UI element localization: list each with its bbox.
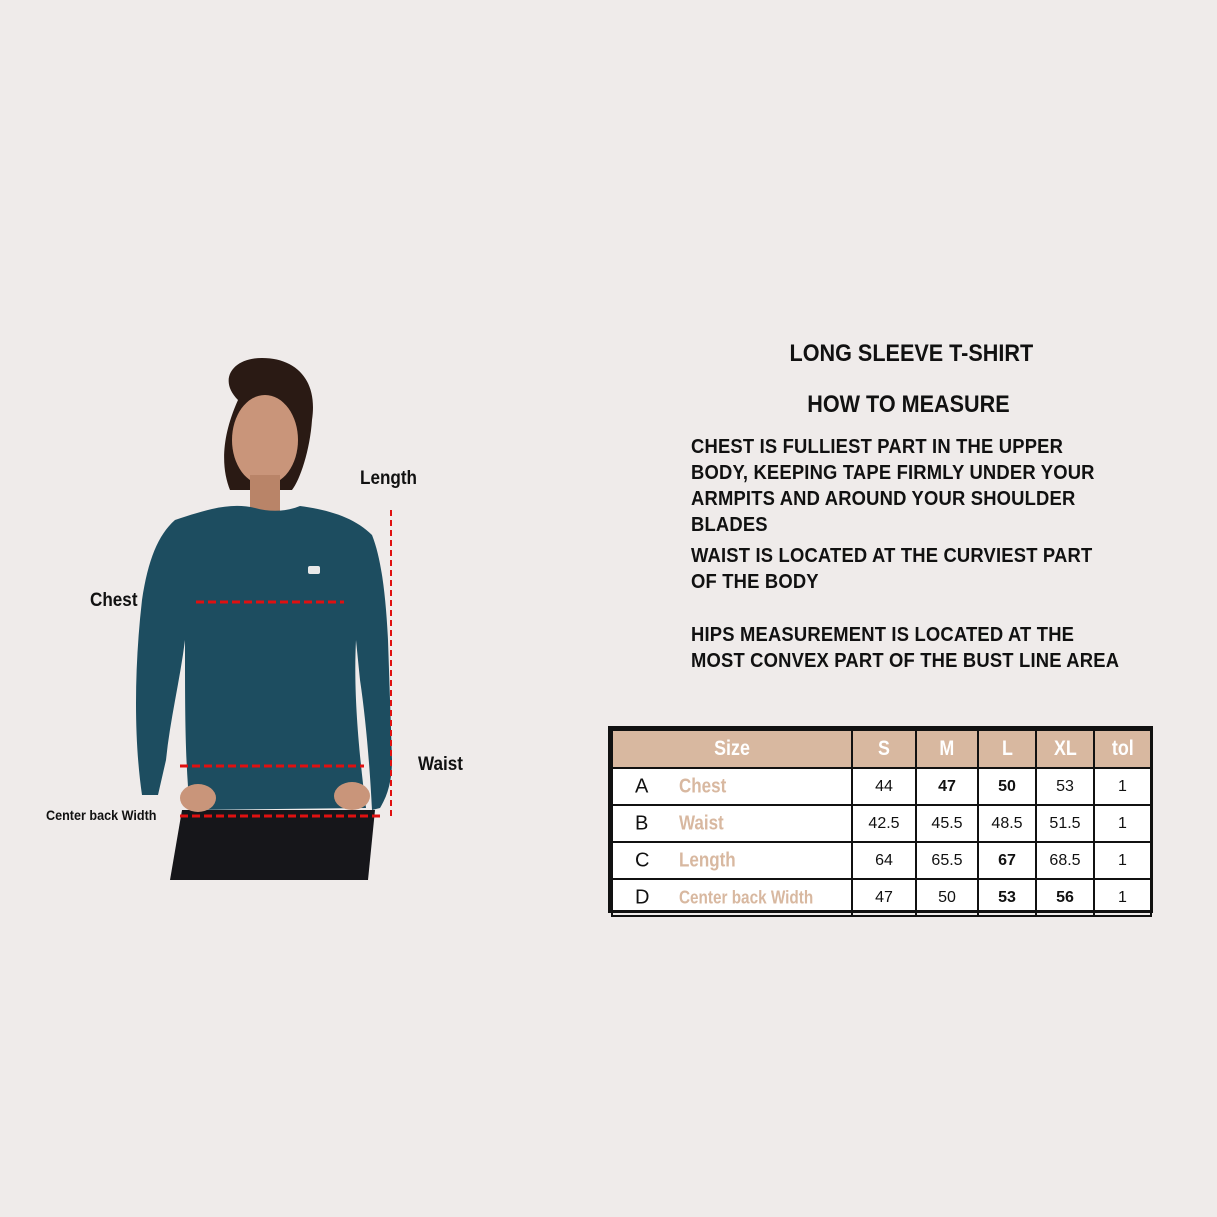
cell-l: 50 — [978, 768, 1036, 805]
cell-m: 50 — [916, 879, 978, 916]
row-measure-name: Center back Width — [679, 887, 814, 907]
header-m: M — [916, 730, 978, 768]
cell-m: 65.5 — [916, 842, 978, 879]
right-hand — [334, 782, 370, 810]
center-back-width-label: Center back Width — [46, 807, 157, 823]
row-letter: D — [635, 886, 650, 908]
row-letter: A — [635, 775, 649, 797]
cell-tol: 1 — [1094, 768, 1151, 805]
waist-instruction: WAIST IS LOCATED AT THE CURVIEST PART OF THE BODY — [691, 545, 1093, 593]
cell-m: 47 — [916, 768, 978, 805]
row-measure-name: Waist — [679, 812, 724, 834]
cell-xl: 68.5 — [1036, 842, 1094, 879]
page-subtitle: HOW TO MEASURE — [807, 391, 1010, 418]
row-measure-name: Chest — [679, 775, 727, 797]
cell-tol: 1 — [1094, 805, 1151, 842]
chest-instruction: CHEST IS FULLIEST PART IN THE UPPER BODY, KEEPING TAPE FIRMLY UNDER YOUR ARMPITS AND AROUND YOUR SHOULDER BLADES — [691, 436, 1095, 536]
table-row — [612, 842, 1151, 879]
header-size: Size — [612, 730, 852, 768]
header-xl: XL — [1036, 730, 1094, 768]
table-row — [612, 805, 1151, 842]
cell-s: 42.5 — [852, 805, 916, 842]
cell-l: 67 — [978, 842, 1036, 879]
cell-l: 48.5 — [978, 805, 1036, 842]
shirt-shape — [136, 506, 392, 810]
header-s: S — [852, 730, 916, 768]
cell-l: 53 — [978, 879, 1036, 916]
header-tol: tol — [1094, 730, 1151, 768]
cell-tol: 1 — [1094, 879, 1151, 916]
length-label: Length — [360, 468, 417, 489]
waist-label: Waist — [418, 754, 463, 775]
row-name-cell — [612, 768, 852, 805]
hips-instruction: HIPS MEASUREMENT IS LOCATED AT THE MOST CONVEX PART OF THE BUST LINE AREA — [691, 624, 1120, 672]
leggings-shape — [170, 810, 375, 880]
face-shape — [232, 395, 298, 485]
chest-label: Chest — [90, 590, 138, 611]
table-row — [612, 879, 1151, 916]
left-hand — [180, 784, 216, 812]
cell-xl: 53 — [1036, 768, 1094, 805]
cell-xl: 56 — [1036, 879, 1094, 916]
cell-m: 45.5 — [916, 805, 978, 842]
row-name-cell — [612, 842, 852, 879]
cell-xl: 51.5 — [1036, 805, 1094, 842]
cell-s: 64 — [852, 842, 916, 879]
cell-s: 44 — [852, 768, 916, 805]
table-header-row — [612, 730, 1151, 768]
table-row — [612, 768, 1151, 805]
page-title: LONG SLEEVE T-SHIRT — [789, 340, 1034, 367]
row-letter: C — [635, 849, 650, 871]
shirt-logo-icon — [308, 566, 320, 574]
cell-s: 47 — [852, 879, 916, 916]
model-figure — [0, 340, 520, 900]
size-table — [608, 726, 1153, 913]
cell-tol: 1 — [1094, 842, 1151, 879]
row-letter: B — [635, 812, 649, 834]
row-measure-name: Length — [679, 849, 736, 871]
row-name-cell — [612, 805, 852, 842]
header-l: L — [978, 730, 1036, 768]
row-name-cell — [612, 879, 852, 916]
